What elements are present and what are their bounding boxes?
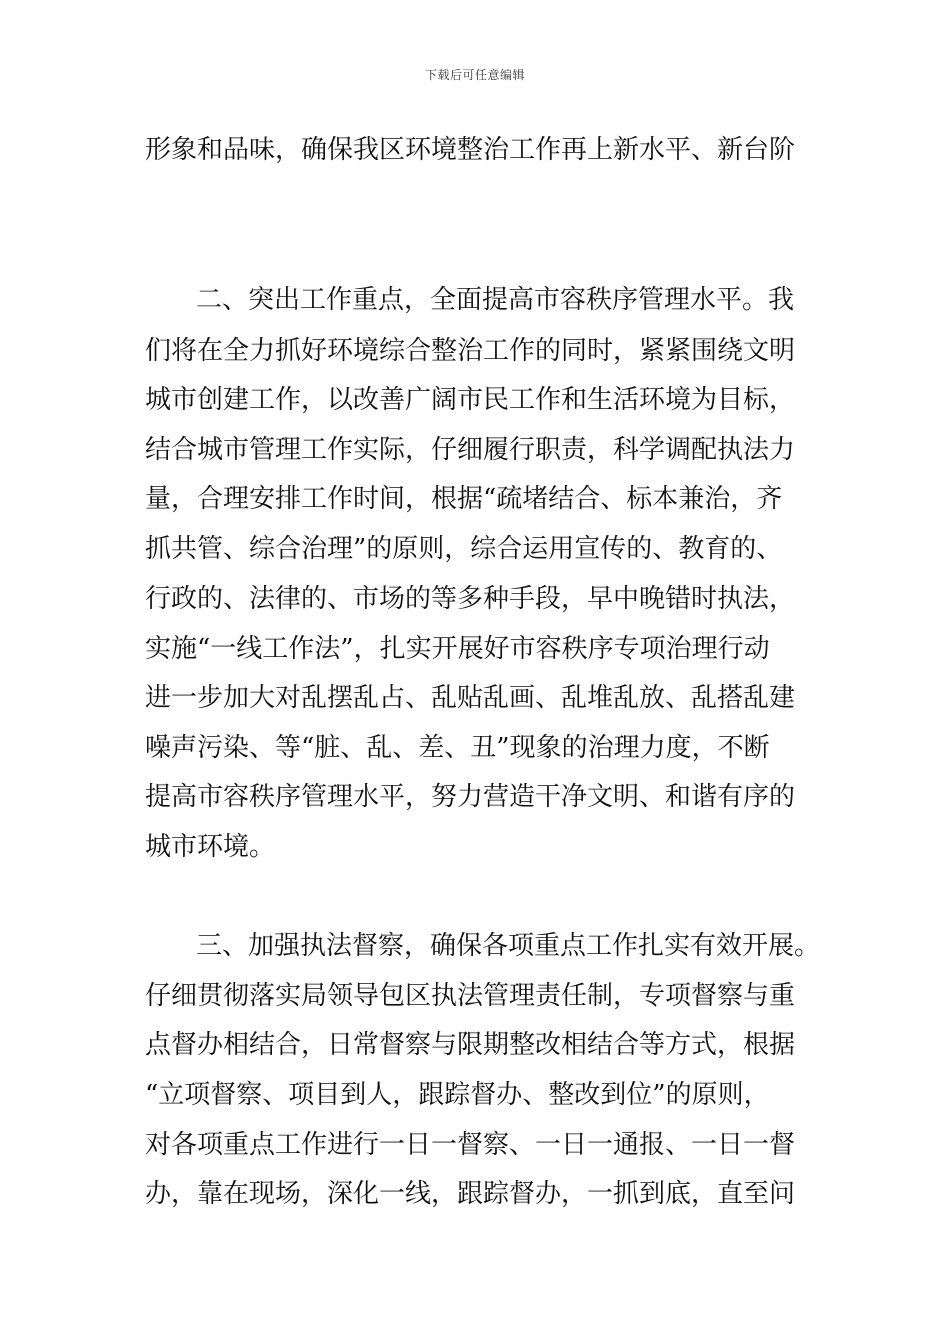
text-line: 进一步加大对乱摆乱占、乱贴乱画、乱堆乱放、乱搭乱建 xyxy=(145,683,796,713)
text-line: 实施“一线工作法”，扎实开展好市容秩序专项治理行动 xyxy=(145,634,770,664)
text-line: 提高市容秩序管理水平，努力营造干净文明、和谐有序的 xyxy=(145,782,796,812)
text-line: 形象和品味，确保我区环境整治工作再上新水平、新台阶 xyxy=(145,135,796,165)
text-line: 结合城市管理工作实际，仔细履行职责，科学调配执法力 xyxy=(145,435,796,465)
text-line: 办，靠在现场，深化一线，跟踪督办，一抓到底，直至问 xyxy=(145,1179,796,1209)
text-line: 城市创建工作，以改善广阔市民工作和生活环境为目标， xyxy=(145,385,796,415)
text-line: 量，合理安排工作时间，根据“疏堵结合、标本兼治，齐 xyxy=(145,484,783,514)
text-line: 仔细贯彻落实局领导包区执法管理责任制，专项督察与重 xyxy=(145,981,796,1011)
header-note: 下载后可任意编辑 xyxy=(424,68,525,82)
text-line: “立项督察、项目到人，跟踪督办、整改到位”的原则， xyxy=(145,1080,770,1110)
text-line: 行政的、法律的、市场的等多种手段，早中晚错时执法， xyxy=(145,584,796,614)
text-line: 对各项重点工作进行一日一督察、一日一通报、一日一督 xyxy=(145,1130,796,1160)
section-heading-line: 三、加强执法督察，确保各项重点工作扎实有效开展。 xyxy=(196,931,821,961)
text-line: 噪声污染、等“脏、乱、差、丑”现象的治理力度，不断 xyxy=(145,733,770,763)
text-line: 点督办相结合，日常督察与限期整改相结合等方式，根据 xyxy=(145,1030,796,1060)
section-heading-line: 二、突出工作重点，全面提高市容秩序管理水平。我 xyxy=(196,285,795,315)
text-line: 们将在全力抓好环境综合整治工作的同时，紧紧围绕文明 xyxy=(145,336,796,366)
text-line: 抓共管、综合治理”的原则，综合运用宣传的、教育的、 xyxy=(145,534,783,564)
text-line: 城市环境。 xyxy=(145,832,276,862)
